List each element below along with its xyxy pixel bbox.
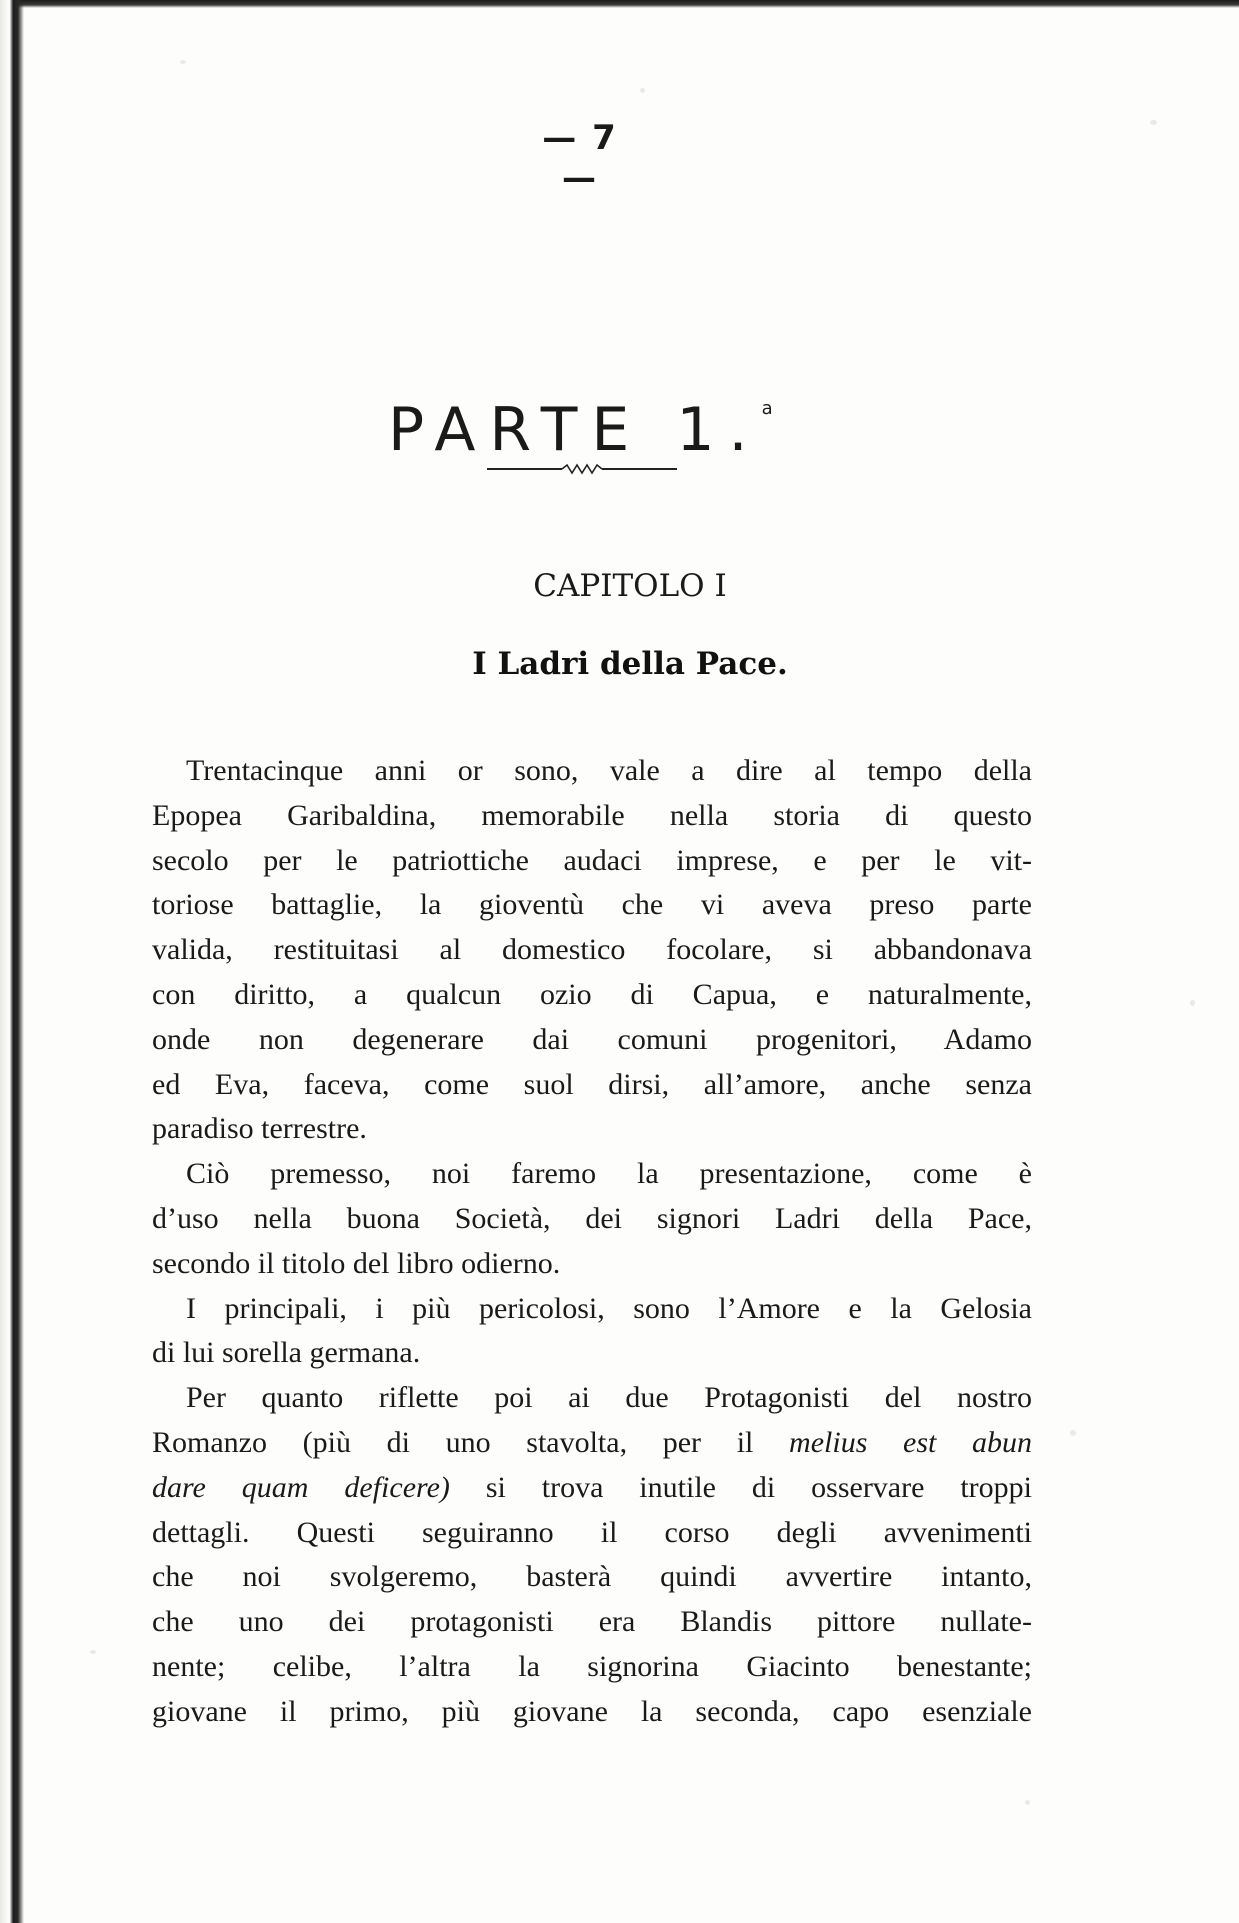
text-line: I principali, i più pericolosi, sono l’Amore e la Gelosia	[186, 1291, 1032, 1325]
chapter-subtitle: I Ladri della Pace.	[472, 646, 788, 682]
text-line: Epopea Garibaldina, memorabile nella storia di questo	[152, 798, 1032, 832]
text-line: Per quanto riflette poi ai due Protagonisti del nostro	[186, 1381, 1032, 1415]
text-line: d’uso nella buona Società, dei signori Ladri della Pace,	[152, 1201, 1032, 1235]
scan-speckle	[1190, 1000, 1195, 1006]
text-line: con diritto, a qualcun ozio di Capua, e naturalmente,	[152, 977, 1032, 1011]
page-number: — 7 —	[542, 118, 618, 198]
italic-phrase: melius est abun	[789, 1425, 1033, 1459]
scan-top-edge	[0, 0, 1239, 8]
part-superscript: a	[761, 398, 773, 419]
text-line	[152, 1421, 1032, 1466]
text-line: nente; celibe, l’altra la signorina Giacinto benestante;	[152, 1649, 1032, 1683]
text-line: che noi svolgeremo, basterà quindi avvertire intanto,	[152, 1560, 1032, 1594]
scan-speckle	[1025, 1800, 1030, 1805]
italic-phrase: dare quam deficere)	[152, 1470, 450, 1504]
ornament-rule-icon	[487, 463, 677, 475]
text-line: ed Eva, faceva, come suol dirsi, all’amore, anche senza	[152, 1067, 1032, 1101]
text-line: onde non degenerare dai comuni progenitori, Adamo	[152, 1022, 1032, 1056]
scan-speckle	[1070, 1430, 1076, 1436]
text-line	[152, 1466, 1032, 1511]
scan-speckle	[90, 1650, 96, 1654]
text-line: secondo il titolo del libro odierno.	[152, 1246, 561, 1280]
scan-binding-edge	[0, 0, 24, 1923]
text-line: valida, restituitasi al domestico focolare, si abbandonava	[152, 933, 1032, 967]
text-line: che uno dei protagonisti era Blandis pittore nullate-	[152, 1605, 1032, 1639]
text-segment: si trova inutile di osservare troppi	[485, 1470, 1033, 1504]
text-line: dettagli. Questi seguiranno il corso degli avvenimenti	[152, 1515, 1032, 1549]
text-line: Trentacinque anni or sono, vale a dire al tempo della	[186, 754, 1032, 787]
part-heading	[388, 395, 808, 465]
text-line: Ciò premesso, noi faremo la presentazione, come è	[186, 1157, 1032, 1191]
scan-speckle	[640, 88, 645, 93]
text-line: giovane il primo, più giovane la seconda, capo esenziale	[152, 1694, 1032, 1728]
text-line: secolo per le patriottiche audaci imprese, e per le vit-	[152, 843, 1032, 877]
scan-speckle	[1150, 120, 1157, 125]
body-text	[152, 749, 1032, 1735]
chapter-title: CAPITOLO I	[533, 568, 727, 604]
text-segment: Romanzo (più di uno stavolta, per il	[152, 1425, 754, 1459]
text-line: paradiso terrestre.	[152, 1112, 367, 1146]
text-line: di lui sorella germana.	[152, 1336, 421, 1370]
scan-speckle	[180, 60, 186, 64]
text-line: toriose battaglie, la gioventù che vi aveva preso parte	[152, 888, 1032, 922]
part-title: PARTE 1.	[388, 395, 762, 465]
